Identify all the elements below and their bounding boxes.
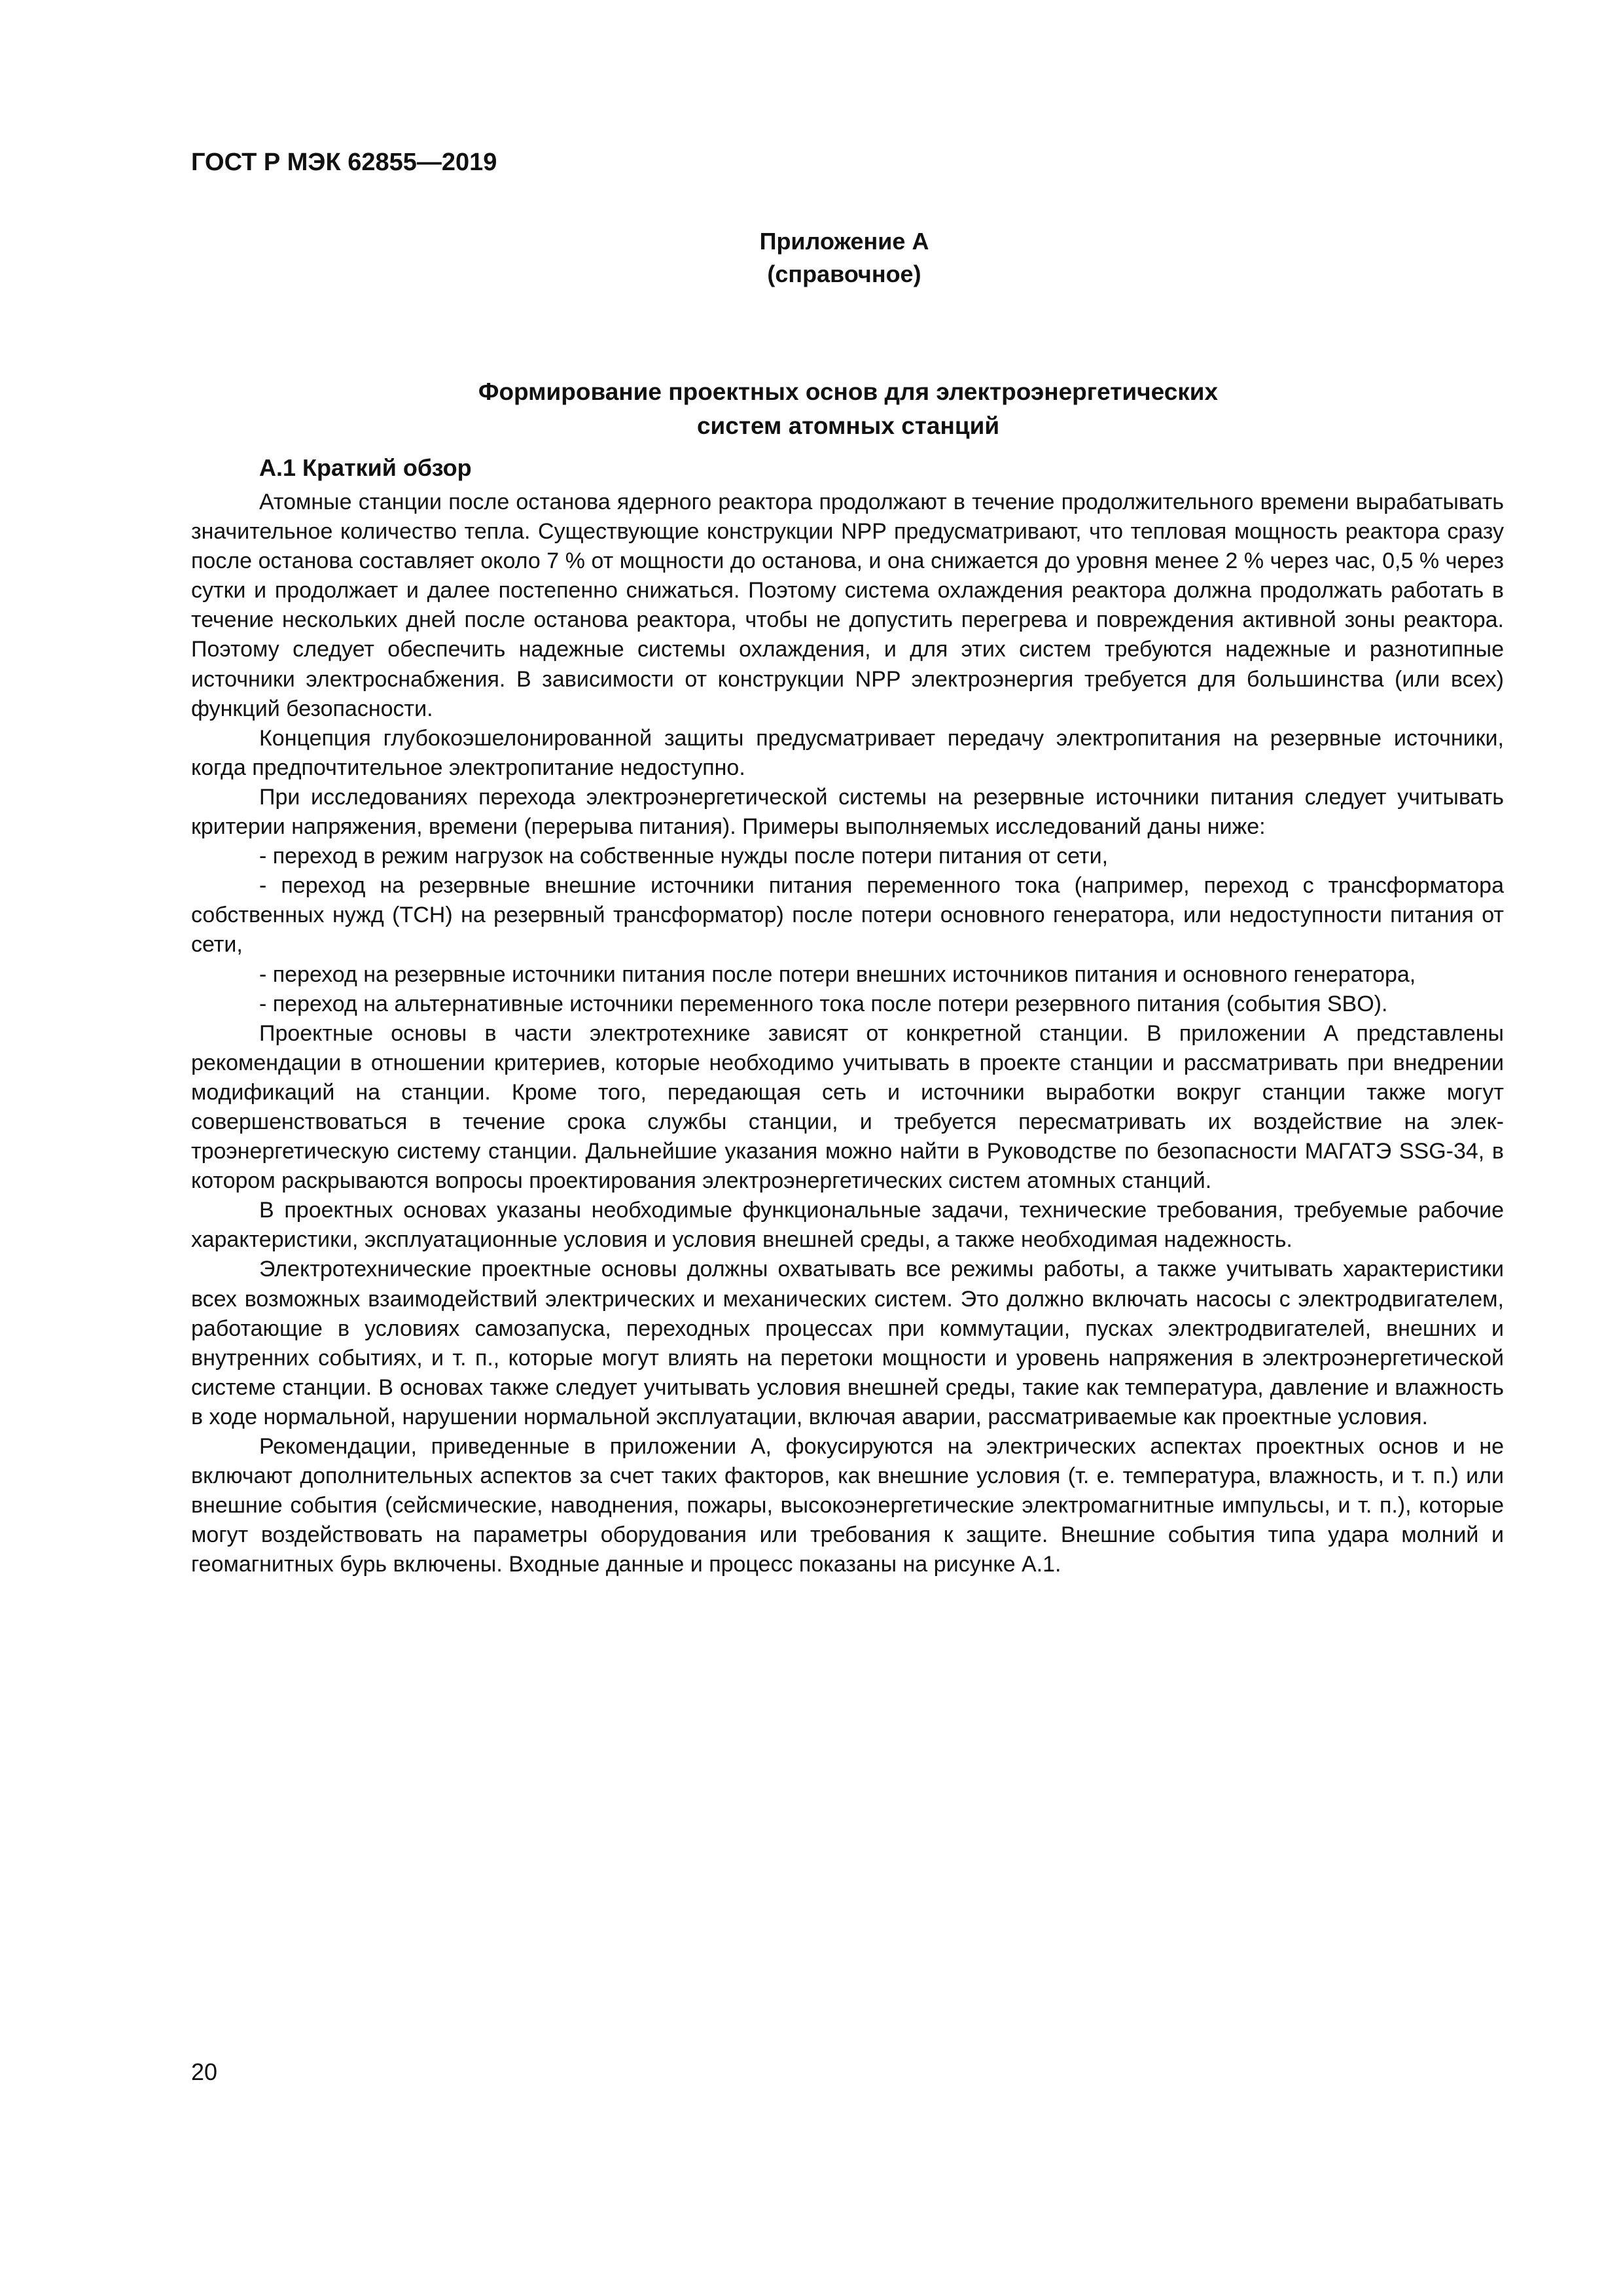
list-item: - переход на резервные источники питания после потери внешних источников питания и основного генератора, [259, 961, 1416, 987]
section-heading: А.1 Краткий обзор [259, 454, 472, 481]
appendix-title-line-2: систем атомных станций [696, 412, 1000, 439]
list-item: - переход на резервные внешние источники питания переменного тока (например, переход с трансформатора собственных нужд (ТСН) на резервный трансформатор) после потери основного генератора, или недоступности питания от сети, [191, 873, 1504, 958]
appendix-title-line-1: Формирование проектных основ для электроэнергетических [478, 378, 1219, 405]
paragraph: Проектные основы в части электротехнике зависят от конкретной станции. В приложении А представлены рекомендации в отношении критериев, которые необходимо учитывать в проекте станции и рассматривать при внедрении модификаций на станции. Кроме того, передающая сеть и источники выработки вокруг станции также могут совершенствоваться в течение срока службы станции, и требуется пересматривать их воздействие на электроэнергетическую систему станции. Дальнейшие указания можно найти в Руководстве по безопасности МАГАТЭ SSG-34, в котором раскрываются вопросы проектирования электроэнергетических систем атомных станций. [191, 1020, 1504, 1194]
body-text [191, 488, 1504, 1579]
paragraph: Электротехнические проектные основы должны охватывать все режимы работы, а также учитывать характеристики всех возможных взаимодействий электрических и механических систем. Это должно включать насосы с электродвигателем, работающие в условиях самозапуска, переходных процессах при коммутации, пусках электродвигателей, внешних и внутренних событиях, и т. п., которые могут влиять на перетоки мощности и уровень напряжения в электроэнергетической системе станции. В основах также следует учитывать условия внешней среды, такие как температура, давление и влажность в ходе нормальной, нарушении нормальной эксплуатации, включая аварии, рассматриваемые как проектные условия. [191, 1257, 1504, 1429]
list-item: - переход на альтернативные источники переменного тока после потери резервного питания (события SBO). [259, 991, 1388, 1016]
paragraph: В проектных основах указаны необходимые функциональные задачи, технические требования, требуемые рабочие характеристики, эксплуатационные условия и условия внешней среды, а также необходимая надежность. [191, 1198, 1504, 1253]
paragraph: Рекомендации, приведенные в приложении А, фокусируются на электрических аспектах проектных основ и не включают дополнительных аспектов за счет таких факторов, как внешние условия (т. е. температура, влажность, и т. п.) или внешние события (сейсмические, наводнения, пожары, высокоэнергетические электромагнитные импульсы, и т. п.), которые могут воздействовать на параметры оборудования или требования к защите. Внешние события типа удара молний и геомагнитных бурь включены. Входные данные и процесс показаны на рисунке А.1. [191, 1434, 1504, 1577]
paragraph: При исследованиях перехода электроэнергетической системы на резервные источники питания следует учитывать критерии напряжения, времени (перерыва питания). Примеры выполняемых исследований даны ниже: [191, 784, 1504, 840]
paragraph: Атомные станции после останова ядерного реактора продолжают в течение продолжительного времени вырабатывать значительное количество тепла. Существующие конструкции NPP предусматривают, что тепловая мощность реактора сразу после останова составляет около 7 % от мощности до останова, и она снижается до уровня менее 2 % через час, 0,5 % через сутки и продолжает и далее постепенно снижаться. Поэтому система охлаждения реактора должна продолжать работать в течение нескольких дней после останова реактора, чтобы не допустить перегрева и повреждения активной зоны реактора. Поэтому следует обеспечить надежные системы охлаждения, и для этих систем требуются надежные и разнотипные источники электроснабжения. В зависимости от конструкции NPP электроэнергия требуется для большинства (или всех) функций безопасности. [191, 490, 1504, 721]
document-code: ГОСТ Р МЭК 62855—2019 [191, 149, 497, 176]
paragraph: Концепция глубокоэшелонированной защиты предусматривает передачу электропитания на резервные источники, когда предпочтительное электропитание недоступно. [191, 725, 1504, 780]
list-item: - переход в режим нагрузок на собственные нужды после потери питания от сети, [259, 844, 1109, 869]
appendix-title [191, 375, 1505, 443]
appendix-label: Приложение А [759, 228, 929, 255]
appendix-type: (справочное) [767, 260, 921, 287]
page-number: 20 [191, 2058, 218, 2085]
